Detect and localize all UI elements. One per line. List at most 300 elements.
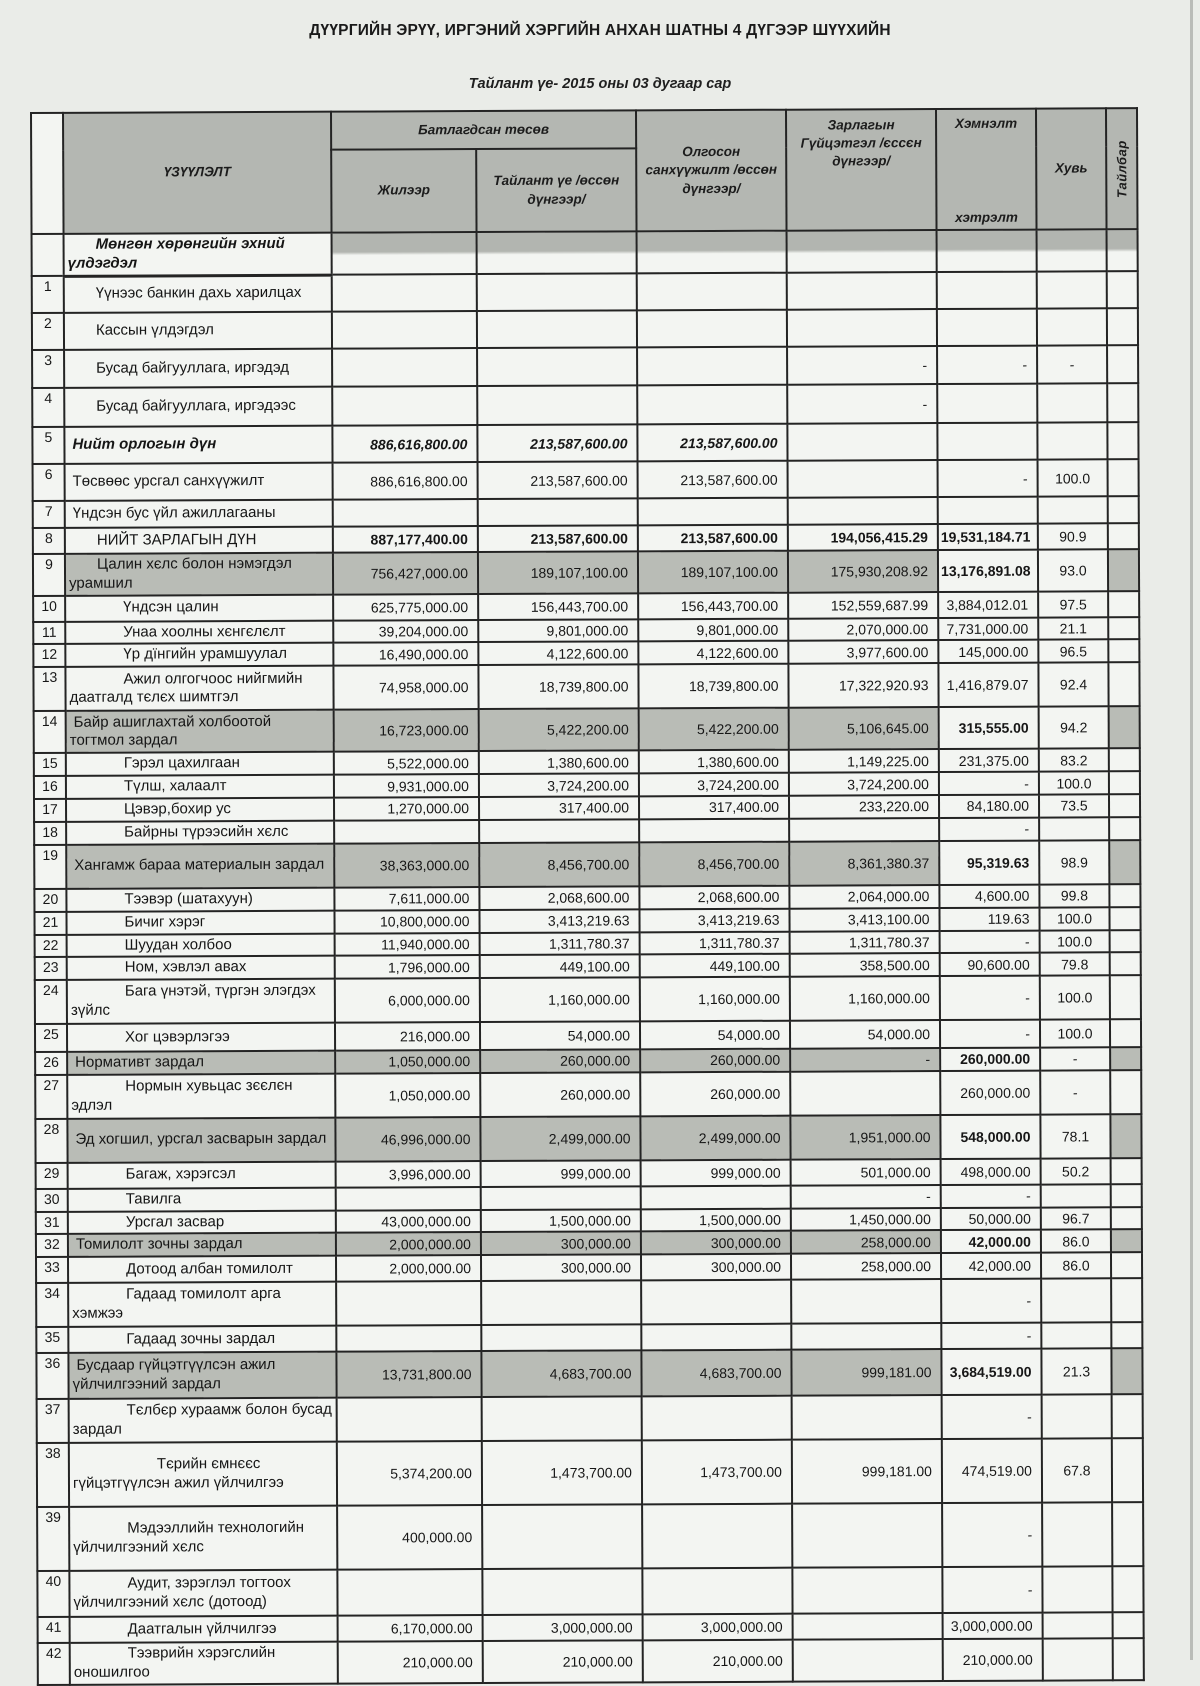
cell-yearly: 74,958,000.00 — [333, 665, 478, 710]
cell-yearly — [332, 311, 477, 349]
row-number: 17 — [34, 799, 66, 822]
cell-period: 3,413,219.63 — [479, 909, 639, 932]
cell-financing — [642, 1504, 792, 1569]
row-number: 18 — [34, 822, 66, 845]
row-number: 20 — [34, 889, 66, 912]
cell-financing — [637, 385, 787, 425]
row-label: Үндсэн цалин — [65, 594, 333, 621]
cell-financing: 213,587,600.00 — [637, 424, 787, 462]
cell-period: 1,500,000.00 — [481, 1209, 641, 1232]
cell-saving: 145,000.00 — [938, 640, 1038, 663]
cell-period: 213,587,600.00 — [478, 461, 638, 499]
row-number: 32 — [36, 1234, 68, 1257]
cell-period — [477, 347, 637, 386]
savings-header-top: Хэмнэлт — [954, 115, 1018, 131]
cell-financing: 5,422,200.00 — [639, 708, 789, 751]
cell-execution: 194,056,415.29 — [788, 524, 938, 551]
cell-note — [1107, 383, 1138, 422]
cell-period — [477, 385, 637, 425]
cell-execution: 175,930,208.92 — [788, 550, 938, 592]
cell-period — [481, 1280, 641, 1325]
table-row — [35, 975, 1141, 1024]
cell-financing: 1,160,000.00 — [640, 977, 790, 1022]
cell-note — [1108, 523, 1139, 549]
cell-financing: 156,443,700.00 — [638, 592, 788, 619]
cell-period: 2,499,000.00 — [480, 1116, 640, 1161]
cell-financing: 9,801,000.00 — [638, 618, 788, 641]
cell-financing: 213,587,600.00 — [638, 461, 788, 499]
cell-note — [1111, 1158, 1142, 1184]
table-row — [37, 1502, 1143, 1571]
budget-table — [30, 107, 1145, 1685]
cell-saving: 498,000.00 — [941, 1158, 1041, 1184]
cell-yearly — [332, 348, 477, 387]
cell-financing: 3,724,200.00 — [639, 773, 789, 796]
row-number: 21 — [34, 912, 66, 935]
row-label: Мөнгөн хөрөнгийн эхний үлдэгдэл — [64, 233, 332, 276]
cell-yearly: 210,000.00 — [338, 1641, 483, 1683]
table-row — [34, 840, 1140, 889]
cell-execution: 1,311,780.37 — [790, 931, 940, 954]
row-label: Тавилга — [68, 1187, 336, 1211]
cell-yearly: 400,000.00 — [337, 1505, 482, 1570]
row-label: Цэвэр,бохир ус — [66, 798, 334, 822]
row-label: Хангамж бараа материалын зардал — [66, 843, 334, 888]
cell-note — [1108, 496, 1139, 523]
row-number: 11 — [33, 621, 65, 644]
cell-percent: 99.8 — [1039, 884, 1109, 907]
cell-execution — [791, 1323, 941, 1350]
cell-execution — [792, 1567, 942, 1614]
cell-note — [1109, 706, 1140, 748]
row-number: 41 — [38, 1617, 70, 1643]
cell-execution: - — [790, 1048, 940, 1071]
cell-saving: 4,600.00 — [939, 884, 1039, 907]
cell-percent: 50.2 — [1041, 1158, 1111, 1184]
cell-period: 213,587,600.00 — [478, 525, 638, 552]
cell-percent: 98.9 — [1039, 840, 1109, 884]
cell-period: 213,587,600.00 — [477, 424, 637, 462]
cell-financing — [637, 231, 787, 274]
cell-percent: - — [1040, 1047, 1110, 1070]
cell-period: 2,068,600.00 — [479, 886, 639, 910]
cell-note — [1110, 1114, 1141, 1158]
row-number: 40 — [37, 1571, 69, 1617]
cell-execution — [788, 497, 938, 525]
cell-execution: 2,064,000.00 — [789, 885, 939, 909]
cell-percent — [1037, 308, 1107, 345]
table-row — [33, 662, 1139, 711]
row-label: Тєрийн ємнєєс гүйцэтгүүлсэн ажил үйлчилгээ — [69, 1442, 337, 1507]
row-number: 26 — [35, 1052, 67, 1075]
cell-yearly: 3,996,000.00 — [336, 1161, 481, 1188]
cell-note — [1109, 748, 1140, 771]
cell-percent: 73.5 — [1039, 794, 1109, 817]
cell-saving — [938, 497, 1038, 524]
cell-percent: 79.8 — [1040, 953, 1110, 976]
cell-period: 8,456,700.00 — [479, 842, 639, 887]
cell-yearly: 10,800,000.00 — [334, 910, 479, 933]
cell-period: 300,000.00 — [481, 1254, 641, 1281]
row-number: 8 — [33, 528, 65, 554]
row-number: 5 — [32, 427, 64, 464]
cell-percent — [1041, 1184, 1111, 1207]
row-number: 33 — [36, 1257, 68, 1283]
cell-yearly — [332, 274, 477, 312]
indicator-header: ҮЗҮҮЛЭЛТ — [63, 112, 332, 234]
cell-yearly: 2,000,000.00 — [336, 1255, 481, 1282]
row-label: Нийт орлогын дүн — [64, 426, 332, 464]
cell-period: 9,801,000.00 — [478, 619, 638, 642]
table-row — [32, 345, 1138, 388]
cell-note — [1110, 930, 1141, 953]
cell-yearly — [332, 232, 477, 275]
cell-yearly: 5,374,200.00 — [337, 1441, 482, 1506]
cell-note — [1112, 1394, 1143, 1438]
cell-note — [1112, 1438, 1143, 1502]
cell-yearly: 887,177,400.00 — [333, 526, 478, 553]
cell-period: 317,400.00 — [479, 796, 639, 819]
cell-percent: 100.0 — [1039, 772, 1109, 795]
cell-financing: 18,739,800.00 — [638, 664, 788, 709]
cell-percent — [1041, 1322, 1111, 1348]
cell-saving: - — [940, 976, 1040, 1020]
cell-period: 1,380,600.00 — [479, 751, 639, 775]
cell-financing: 4,122,600.00 — [638, 641, 788, 665]
cell-saving: 42,000.00 — [941, 1230, 1041, 1253]
row-number: 27 — [35, 1075, 67, 1119]
cell-percent: 97.5 — [1038, 591, 1108, 617]
row-number: 37 — [37, 1399, 69, 1443]
table-row — [32, 383, 1138, 427]
cell-saving: 260,000.00 — [940, 1048, 1040, 1071]
cell-period: 1,473,700.00 — [482, 1440, 642, 1505]
cell-financing — [637, 310, 787, 348]
cell-financing — [641, 1280, 791, 1325]
cell-period: 210,000.00 — [483, 1640, 643, 1682]
cell-execution: 999,181.00 — [791, 1349, 941, 1396]
cell-percent: 21.1 — [1038, 617, 1108, 640]
row-number: 3 — [32, 350, 64, 388]
cell-financing: 2,068,600.00 — [639, 885, 789, 909]
cell-yearly: 2,000,000.00 — [336, 1232, 481, 1255]
cell-note — [1113, 1612, 1144, 1638]
cell-execution: 8,361,380.37 — [789, 841, 939, 886]
cell-percent: 86.0 — [1041, 1252, 1111, 1278]
page-title: ДҮҮРГИЙН ЭРҮҮ, ИРГЭНИЙ ХЭРГИЙН АНХАН ШАТНЫ 4 ДҮГЭЭР ШҮҮХИЙН — [309, 22, 891, 39]
cell-financing: 8,456,700.00 — [639, 841, 789, 886]
cell-note — [1108, 639, 1139, 662]
cell-financing: 189,107,100.00 — [638, 551, 788, 593]
cell-note — [1107, 271, 1138, 308]
cell-percent — [1038, 496, 1108, 523]
report-period-subtitle: Тайлант үе- 2015 оны 03 дугаар сар — [468, 76, 732, 92]
cell-period: 189,107,100.00 — [478, 551, 638, 593]
cell-percent: 100.0 — [1040, 930, 1110, 953]
row-number: 7 — [33, 501, 65, 528]
cell-yearly: 39,204,000.00 — [333, 620, 478, 643]
row-label: Урсгал засвар — [68, 1210, 336, 1234]
cell-execution: 5,106,645.00 — [789, 707, 939, 750]
cell-yearly: 216,000.00 — [335, 1022, 480, 1051]
row-number: 38 — [37, 1443, 69, 1507]
cell-note — [1113, 1638, 1144, 1680]
cell-saving: 315,555.00 — [939, 707, 1039, 749]
row-number: 42 — [38, 1643, 70, 1685]
cell-execution: 2,070,000.00 — [788, 618, 938, 641]
cell-period: 4,683,700.00 — [481, 1350, 641, 1397]
table-row — [38, 1638, 1144, 1684]
savings-header-bottom: хэтрэлт — [955, 209, 1018, 225]
row-number: 9 — [33, 554, 65, 596]
cell-percent — [1037, 271, 1107, 308]
cell-note — [1109, 884, 1140, 907]
row-number: 14 — [34, 711, 66, 753]
cell-saving: - — [939, 772, 1039, 795]
cell-note — [1111, 1278, 1142, 1322]
cell-financing: 1,380,600.00 — [639, 750, 789, 774]
cell-yearly: 38,363,000.00 — [334, 843, 479, 888]
cell-execution: 1,149,225.00 — [789, 749, 939, 773]
cell-financing: 3,413,219.63 — [639, 908, 789, 931]
row-label: Байрны түрээсийн хєлс — [66, 820, 334, 844]
cell-yearly: 1,796,000.00 — [335, 955, 480, 978]
row-number: 35 — [36, 1327, 68, 1353]
row-number: 36 — [36, 1353, 68, 1399]
cell-saving: 42,000.00 — [941, 1253, 1041, 1279]
cell-note — [1110, 1070, 1141, 1114]
cell-execution: - — [791, 1185, 941, 1208]
row-number: 15 — [34, 753, 66, 776]
cell-execution: 258,000.00 — [791, 1253, 941, 1280]
cell-execution: 1,951,000.00 — [790, 1115, 940, 1160]
cell-yearly — [336, 1281, 481, 1326]
cell-note — [1111, 1322, 1142, 1348]
cell-saving: 474,519.00 — [942, 1439, 1042, 1503]
cell-percent: - — [1040, 1070, 1110, 1114]
execution-header: Зарлагын Гүйцэтгэл /єссєн дүнгээр/ — [786, 109, 937, 231]
row-label: Бусад байгууллага, иргэдээс — [64, 387, 332, 427]
cell-saving: - — [941, 1323, 1041, 1349]
cell-financing: 449,100.00 — [640, 954, 790, 977]
cell-note — [1108, 459, 1139, 496]
cell-financing: 317,400.00 — [639, 796, 789, 819]
cell-note — [1109, 817, 1140, 840]
row-number: 1 — [32, 276, 64, 313]
cell-financing — [642, 1568, 792, 1615]
row-number: 25 — [35, 1024, 67, 1052]
cell-note — [1112, 1566, 1143, 1612]
row-label: Гадаад зочны зардал — [68, 1326, 336, 1353]
cell-financing: 1,500,000.00 — [641, 1208, 791, 1231]
cell-percent — [1042, 1502, 1112, 1566]
cell-saving: - — [942, 1503, 1042, 1567]
cell-execution — [792, 1395, 942, 1440]
cell-saving: 119.63 — [939, 907, 1039, 930]
cell-percent: 100.0 — [1038, 459, 1108, 496]
cell-note — [1111, 1252, 1142, 1278]
cell-yearly — [337, 1397, 482, 1442]
cell-period — [479, 819, 639, 843]
row-label: Шуудан холбоо — [67, 933, 335, 957]
section-row — [32, 229, 1138, 276]
financing-header: Олгосон санхүүжилт /өссөн дүнгээр/ — [636, 110, 787, 232]
cell-saving — [937, 309, 1037, 346]
cell-financing: 1,473,700.00 — [642, 1440, 792, 1505]
row-label: Бичиг хэрэг — [66, 910, 334, 934]
cell-yearly — [333, 499, 478, 527]
row-number: 24 — [35, 980, 67, 1024]
row-number: 6 — [33, 464, 65, 501]
cell-period: 3,000,000.00 — [483, 1614, 643, 1641]
cell-period: 5,422,200.00 — [479, 709, 639, 752]
row-label: Бусад байгууллага, иргэдэд — [64, 349, 332, 388]
cell-saving: 3,000,000.00 — [943, 1613, 1043, 1639]
cell-yearly: 886,616,800.00 — [333, 462, 478, 500]
cell-period: 3,724,200.00 — [479, 774, 639, 797]
table-row — [32, 271, 1138, 313]
cell-note — [1111, 1348, 1142, 1394]
table-row — [37, 1566, 1143, 1617]
cell-saving: - — [942, 1395, 1042, 1439]
cell-financing: 4,683,700.00 — [641, 1350, 791, 1397]
cell-note — [1107, 345, 1138, 383]
row-number: 39 — [37, 1507, 69, 1571]
cell-saving: 231,375.00 — [939, 749, 1039, 772]
cell-period: 260,000.00 — [480, 1049, 640, 1072]
cell-saving: - — [939, 817, 1039, 840]
cell-percent — [1037, 229, 1107, 271]
cell-financing: 300,000.00 — [641, 1254, 791, 1281]
row-number — [32, 234, 64, 276]
row-number: 28 — [35, 1119, 67, 1163]
cell-execution: 3,724,200.00 — [789, 772, 939, 795]
table-row — [32, 422, 1138, 464]
cell-execution: 152,559,687.99 — [788, 592, 938, 619]
report-period-header: Тайлант үе /өссөн дүнгээр/ — [476, 149, 636, 232]
table-row — [33, 549, 1139, 595]
cell-financing: 1,311,780.37 — [640, 931, 790, 954]
cell-execution — [791, 1279, 941, 1324]
cell-percent: 100.0 — [1039, 907, 1109, 930]
cell-yearly: 11,940,000.00 — [335, 933, 480, 956]
row-number: 22 — [35, 934, 67, 957]
cell-saving: 3,884,012.01 — [938, 591, 1038, 617]
cell-period — [477, 310, 637, 348]
cell-saving: 3,684,519.00 — [941, 1349, 1041, 1395]
cell-saving: 50,000.00 — [941, 1207, 1041, 1230]
cell-note — [1110, 1019, 1141, 1047]
table-row — [37, 1438, 1143, 1507]
cell-yearly: 43,000,000.00 — [336, 1210, 481, 1233]
cell-note — [1109, 771, 1140, 794]
cell-note — [1107, 229, 1138, 271]
cell-percent — [1043, 1612, 1113, 1638]
cell-financing: 2,499,000.00 — [640, 1115, 790, 1160]
cell-financing: 213,587,600.00 — [638, 525, 788, 552]
cell-period — [478, 498, 638, 526]
cell-saving: - — [941, 1279, 1041, 1323]
cell-period: 4,122,600.00 — [478, 642, 638, 666]
cell-note — [1108, 549, 1139, 591]
row-number: 4 — [32, 388, 64, 427]
row-label: Бусдаар гүйцэтгүүлсэн ажил үйлчилгээний зардал — [68, 1352, 336, 1399]
cell-financing — [637, 273, 787, 311]
row-label: Аудит, зэрэглэл тогтоох үйлчилгээний хєлс (дотоод) — [69, 1570, 337, 1617]
row-label: Кассын үлдэгдэл — [64, 312, 332, 350]
cell-saving — [937, 423, 1037, 460]
cell-execution — [787, 230, 937, 273]
row-number: 16 — [34, 776, 66, 799]
cell-execution: 233,220.00 — [789, 795, 939, 818]
cell-saving: 90,600.00 — [940, 953, 1040, 976]
cell-saving: 95,319.63 — [939, 840, 1039, 884]
row-number: 10 — [33, 595, 65, 621]
table-row — [37, 1394, 1143, 1443]
cell-yearly — [332, 386, 477, 426]
cell-percent — [1037, 422, 1107, 459]
cell-percent: 94.2 — [1039, 707, 1109, 749]
cell-financing: 3,000,000.00 — [643, 1614, 793, 1641]
cell-financing: 260,000.00 — [640, 1071, 790, 1116]
cell-note — [1109, 840, 1140, 884]
cell-percent — [1037, 383, 1107, 422]
row-label: Нормын хувьцас зєєлєн эдлэл — [67, 1073, 335, 1118]
scan-paper-edge — [1190, 0, 1193, 1660]
cell-execution: 1,450,000.00 — [791, 1208, 941, 1231]
row-label: Эд хогшил, урсгал засварын зардал — [67, 1117, 335, 1162]
cell-percent — [1042, 1566, 1112, 1612]
table-row — [32, 308, 1138, 350]
cell-execution — [787, 309, 937, 347]
cell-execution: 3,413,100.00 — [789, 908, 939, 931]
cell-percent: 96.5 — [1038, 640, 1108, 663]
cell-period: 260,000.00 — [480, 1072, 640, 1117]
cell-saving: 548,000.00 — [940, 1114, 1040, 1158]
row-number: 23 — [35, 957, 67, 980]
cell-percent: 78.1 — [1040, 1114, 1110, 1158]
row-number: 29 — [36, 1163, 68, 1189]
cell-period: 54,000.00 — [480, 1021, 640, 1050]
cell-note — [1109, 794, 1140, 817]
cell-yearly: 756,427,000.00 — [333, 552, 478, 594]
cell-saving: - — [938, 460, 1038, 497]
cell-note — [1107, 308, 1138, 345]
cell-note — [1109, 907, 1140, 930]
cell-saving: - — [940, 930, 1040, 953]
cell-execution: - — [787, 384, 937, 424]
cell-yearly: 46,996,000.00 — [335, 1117, 480, 1162]
table-row — [36, 1278, 1142, 1327]
cell-yearly — [336, 1187, 481, 1210]
cell-execution — [792, 1503, 942, 1568]
savings-header — [936, 109, 1037, 230]
row-label: Тээвэр (шатахуун) — [66, 887, 334, 911]
table-row — [35, 1114, 1141, 1163]
cell-execution: - — [787, 346, 937, 385]
row-label: Цалин хєлс болон нэмэгдэл урамшил — [65, 553, 333, 596]
cell-financing: 260,000.00 — [640, 1049, 790, 1072]
row-label: Байр ашиглахтай холбоотой тогтмол зардал — [66, 710, 334, 753]
cell-execution: 258,000.00 — [791, 1230, 941, 1253]
budget-table-container — [30, 107, 1143, 1685]
cell-saving: 84,180.00 — [939, 795, 1039, 818]
cell-yearly: 6,000,000.00 — [335, 978, 480, 1023]
row-number: 19 — [34, 845, 66, 889]
cell-period: 156,443,700.00 — [478, 593, 638, 620]
cell-period — [481, 1324, 641, 1351]
cell-percent: - — [1037, 345, 1107, 383]
